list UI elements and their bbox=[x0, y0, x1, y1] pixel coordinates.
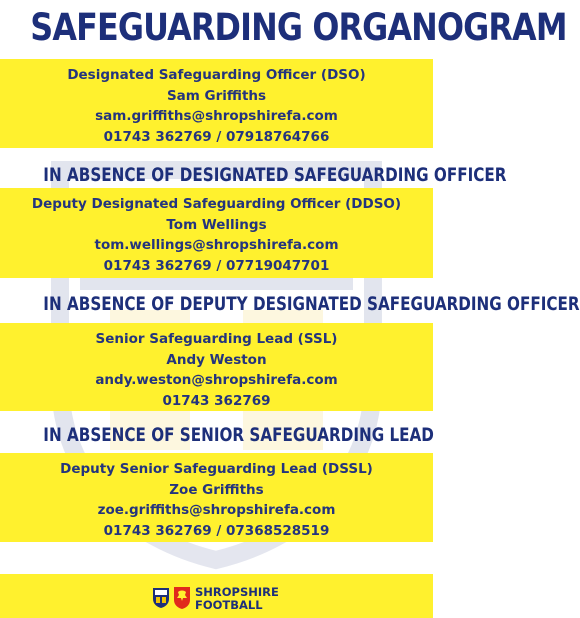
contact-role: Designated Safeguarding Officer (DSO) bbox=[67, 67, 366, 83]
contact-email: sam.griffiths@shropshirefa.com bbox=[95, 108, 338, 125]
contact-role: Deputy Designated Safeguarding Officer (DDSO) bbox=[31, 196, 402, 212]
brand-line-1: SHROPSHIRE bbox=[195, 585, 279, 599]
contact-email: andy.weston@shropshirefa.com bbox=[95, 372, 338, 389]
contact-phone: 01743 362769 / 07719047701 bbox=[103, 257, 330, 274]
page-title: SAFEGUARDING ORGANOGRAM bbox=[30, 6, 567, 49]
brand-line-2: FOOTBALL bbox=[195, 597, 263, 612]
contact-card-dssl bbox=[0, 453, 433, 542]
contact-email: tom.wellings@shropshirefa.com bbox=[94, 237, 339, 254]
contact-name: Sam Griffiths bbox=[166, 87, 267, 104]
contact-name: Andy Weston bbox=[166, 351, 267, 368]
brand-wordmark bbox=[195, 586, 279, 611]
absence-heading-ddso: IN ABSENCE OF DEPUTY DESIGNATED SAFEGUARDING OFFICER bbox=[43, 293, 580, 315]
contact-role: Deputy Senior Safeguarding Lead (DSSL) bbox=[60, 461, 373, 477]
contact-name: Zoe Griffiths bbox=[169, 481, 264, 498]
contact-role: Senior Safeguarding Lead (SSL) bbox=[95, 331, 338, 347]
lion-crest-icon bbox=[173, 586, 191, 610]
absence-heading-dso: IN ABSENCE OF DESIGNATED SAFEGUARDING OFFICER bbox=[43, 164, 507, 186]
contact-card-ddso bbox=[0, 188, 433, 278]
contact-card-ssl bbox=[0, 323, 433, 411]
contact-card-dso bbox=[0, 59, 433, 148]
contact-phone: 01743 362769 / 07368528519 bbox=[103, 522, 330, 539]
absence-heading-ssl: IN ABSENCE OF SENIOR SAFEGUARDING LEAD bbox=[43, 424, 434, 446]
contact-email: zoe.griffiths@shropshirefa.com bbox=[97, 502, 336, 519]
contact-phone: 01743 362769 bbox=[162, 392, 271, 409]
shropshire-fa-crest-icon bbox=[152, 587, 170, 609]
contact-name: Tom Wellings bbox=[166, 216, 267, 233]
contact-phone: 01743 362769 / 07918764766 bbox=[103, 128, 330, 145]
